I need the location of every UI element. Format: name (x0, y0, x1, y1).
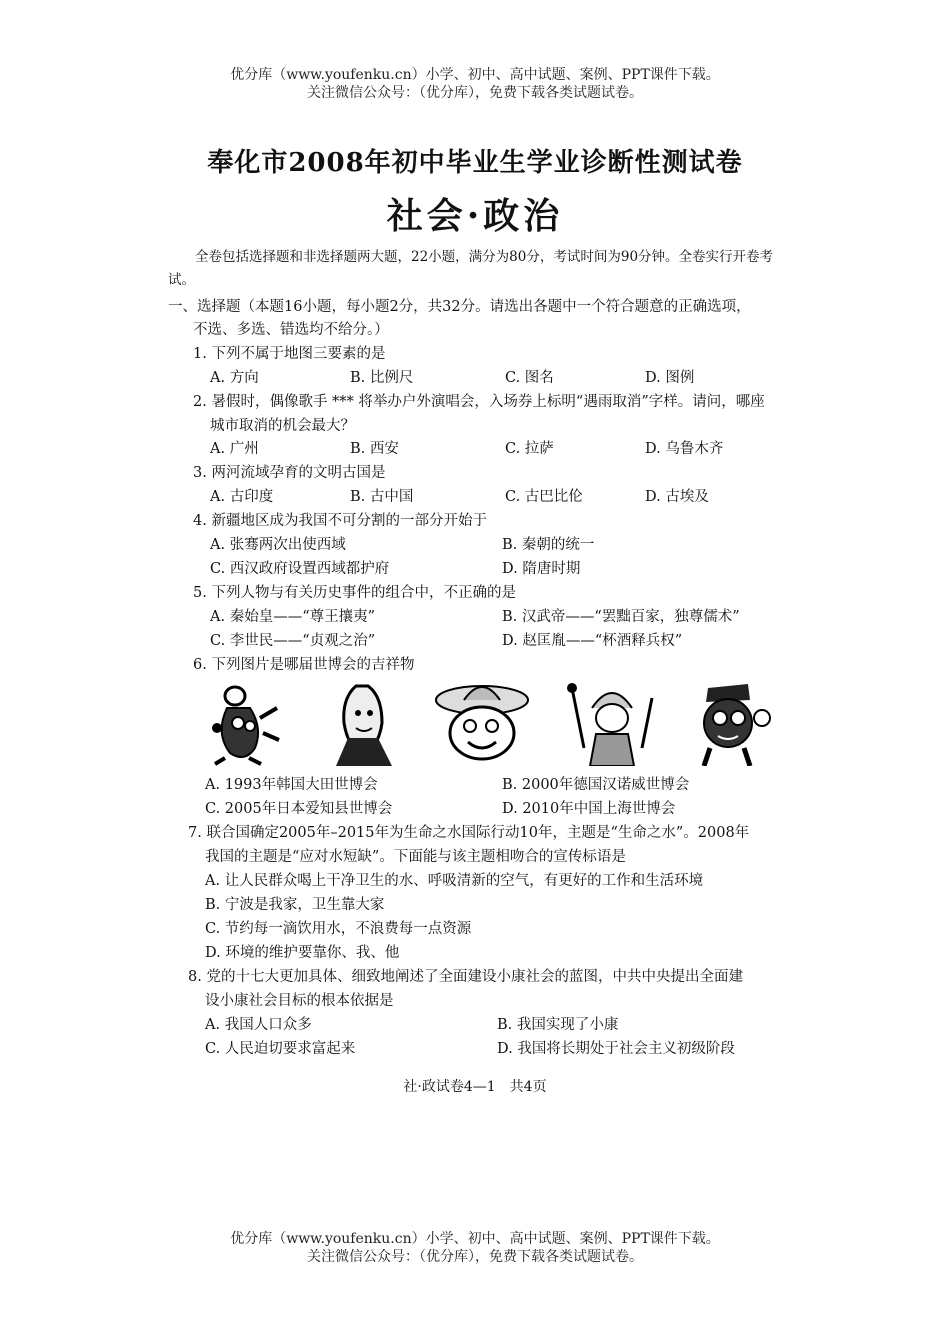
q2-stem-line-2: 城市取消的机会最大？ (210, 418, 355, 434)
q7-stem-line-1: 7. 联合国确定2005年–2015年为生命之水国际行动10年，主题是“生命之水”。2008年 (188, 825, 750, 841)
q5-option-d: D. 赵匡胤——“杯酒释兵权” (502, 633, 683, 649)
q7-option-b: B. 宁波是我家，卫生靠大家 (205, 897, 385, 913)
q8-option-a: A. 我国人口众多 (205, 1017, 312, 1033)
q6-option-c: C. 2005年日本爱知县世博会 (205, 801, 393, 817)
q4-stem: 4. 新疆地区成为我国不可分割的一部分开始于 (193, 513, 487, 529)
q7-option-a: A. 让人民群众喝上干净卫生的水、呼吸清新的空气，有更好的工作和生活环境 (205, 873, 704, 889)
q2-option-c: C. 拉萨 (505, 441, 554, 457)
mascot-2-image (328, 678, 398, 766)
header-line-1: 优分库（www.youfenku.cn）小学、初中、高中试题、案例、PPT课件下载。 (230, 67, 720, 83)
q8-stem-line-2: 设小康社会目标的根本依据是 (205, 993, 394, 1009)
q4-option-c: C. 西汉政府设置西域都护府 (210, 561, 390, 577)
q5-option-c: C. 李世民——“贞观之治” (210, 633, 376, 649)
q8-option-c: C. 人民迫切要求富起来 (205, 1041, 356, 1057)
q1-option-b: B. 比例尺 (350, 370, 414, 386)
mascot-1-image (205, 678, 285, 766)
q7-option-d: D. 环境的维护要靠你、我、他 (205, 945, 400, 961)
mascot-3-image (432, 678, 532, 766)
q4-option-a: A. 张骞两次出使西域 (210, 537, 346, 553)
q6-option-d: D. 2010年中国上海世博会 (502, 801, 676, 817)
q7-option-c: C. 节约每一滴饮用水，不浪费每一点资源 (205, 921, 472, 937)
q5-option-b: B. 汉武帝——“罢黜百家，独尊儒术” (502, 609, 740, 625)
q8-option-d: D. 我国将长期处于社会主义初级阶段 (497, 1041, 735, 1057)
q6-option-a: A. 1993年韩国大田世博会 (205, 777, 378, 793)
q6-stem: 6. 下列图片是哪届世博会的吉祥物 (193, 657, 415, 673)
q8-option-b: B. 我国实现了小康 (497, 1017, 619, 1033)
q4-option-b: B. 秦朝的统一 (502, 537, 595, 553)
q4-option-d: D. 隋唐时期 (502, 561, 581, 577)
mascot-5-image (688, 678, 773, 766)
q6-option-b: B. 2000年德国汉诺威世博会 (502, 777, 690, 793)
section-heading-line-2: 不选、多选、错选均不给分。） (193, 322, 389, 338)
mascot-4-image (562, 678, 662, 766)
q3-option-a: A. 古印度 (210, 489, 274, 505)
q1-option-a: A. 方向 (210, 370, 259, 386)
q1-option-c: C. 图名 (505, 370, 554, 386)
section-heading-line-1: 一、选择题（本题16小题，每小题2分，共32分。请选出各题中一个符合题意的正确选项， (168, 299, 751, 315)
q7-stem-line-2: 我国的主题是“应对水短缺”。下面能与该主题相吻合的宣传标语是 (205, 849, 626, 865)
bottom-header-line-1: 优分库（www.youfenku.cn）小学、初中、高中试题、案例、PPT课件下载。 (230, 1231, 720, 1247)
top-header (0, 66, 950, 102)
q1-option-d: D. 图例 (645, 370, 695, 386)
bottom-header-line-2: 关注微信公众号：（优分库），免费下载各类试题试卷。 (307, 1249, 643, 1265)
q2-option-b: B. 西安 (350, 441, 399, 457)
header-line-2: 关注微信公众号：（优分库），免费下载各类试题试卷。 (307, 85, 643, 101)
q5-stem: 5. 下列人物与有关历史事件的组合中，不正确的是 (193, 585, 516, 601)
q8-stem-line-1: 8. 党的十七大更加具体、细致地阐述了全面建设小康社会的蓝图，中共中央提出全面建 (188, 969, 743, 985)
exam-title: 奉化市2008年初中毕业生学业诊断性测试卷 (207, 148, 743, 178)
q2-stem-line-1: 2. 暑假时，偶像歌手 *** 将举办户外演唱会，入场券上标明“遇雨取消”字样。请问，哪座 (193, 394, 765, 410)
q2-option-d: D. 乌鲁木齐 (645, 441, 724, 457)
q3-option-b: B. 古中国 (350, 489, 414, 505)
q3-stem: 3. 两河流域孕育的文明古国是 (193, 465, 386, 481)
q1-stem: 1. 下列不属于地图三要素的是 (193, 346, 386, 362)
exam-intro: 全卷包括选择题和非选择题两大题，22小题，满分为80分，考试时间为90分钟。全卷实行开卷考试。 (168, 249, 774, 288)
bottom-header (0, 1230, 950, 1266)
q3-option-c: C. 古巴比伦 (505, 489, 583, 505)
q2-option-a: A. 广州 (210, 441, 259, 457)
q5-option-a: A. 秦始皇——“尊王攘夷” (210, 609, 376, 625)
page-footer: 社·政试卷4—1 共4页 (403, 1079, 547, 1095)
subject-title: 社会·政治 (386, 195, 564, 237)
q3-option-d: D. 古埃及 (645, 489, 709, 505)
